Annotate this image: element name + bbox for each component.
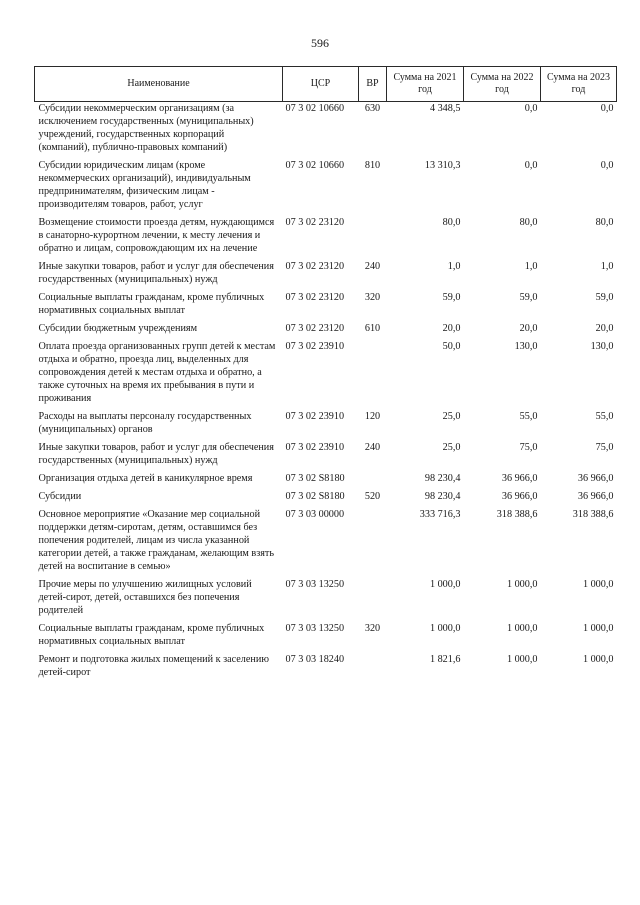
page-number: 596 [311,36,329,50]
row-sum-2023: 20,0 [595,323,614,334]
row-sum-2023: 0,0 [600,160,614,171]
row-name: Субсидии бюджетным учреждениям [38,323,198,334]
row-sum-2021: 25,0 [442,442,461,453]
row-vr: 610 [364,323,381,334]
row-csr: 07 3 03 18240 [285,654,345,665]
header-sum-2022: Сумма на 2022 год [464,67,541,102]
table-row [35,490,617,508]
row-name: Организация отдыха детей в каникулярное время [38,473,253,484]
row-sum-2023: 318 388,6 [572,509,614,520]
table-row [35,159,617,216]
row-vr [359,216,387,260]
table-row [35,653,617,684]
row-name: Социальные выплаты гражданам, кроме публичных нормативных социальных выплат [38,623,265,647]
row-sum-2023: 55,0 [595,411,614,422]
row-csr: 07 3 02 23120 [285,292,345,303]
row-vr: 520 [364,491,381,502]
row-csr: 07 3 02 23120 [285,261,345,272]
row-sum-2022: 130,0 [514,341,538,352]
header-row [35,67,617,102]
row-name: Субсидии юридическим лицам (кроме некоммерческих организаций), индивидуальным предпринимателям, физическим лицам - производителям товаров, работ, услуг [38,160,251,210]
table-row [35,322,617,340]
row-csr: 07 3 02 10660 [285,160,345,171]
row-sum-2021: 59,0 [442,292,461,303]
row-sum-2023: 36 966,0 [577,491,614,502]
row-sum-2023: 59,0 [595,292,614,303]
table-row [35,260,617,291]
row-sum-2022: 55,0 [519,411,538,422]
row-csr: 07 3 02 23910 [285,411,345,422]
row-sum-2023: 80,0 [595,217,614,228]
row-sum-2022: 80,0 [519,217,538,228]
row-sum-2021: 20,0 [442,323,461,334]
row-name: Прочие меры по улучшению жилищных условий детей-сирот, детей, оставшихся без попечения родителей [38,579,252,616]
row-sum-2022: 36 966,0 [501,473,538,484]
row-sum-2022: 1 000,0 [506,654,538,665]
row-sum-2021: 4 348,5 [429,103,461,114]
row-name: Ремонт и подготовка жилых помещений к заселению детей-сирот [38,654,269,678]
table-body [35,102,617,685]
row-vr: 240 [364,261,381,272]
row-vr: 320 [364,292,381,303]
row-sum-2021: 98 230,4 [424,491,461,502]
table-row [35,622,617,653]
row-csr: 07 3 03 13250 [285,579,345,590]
row-sum-2021: 25,0 [442,411,461,422]
table-row [35,216,617,260]
row-vr [359,508,387,578]
row-sum-2022: 0,0 [524,103,538,114]
row-sum-2022: 1 000,0 [506,579,538,590]
row-sum-2023: 130,0 [590,341,614,352]
header-name: Наименование [35,67,283,102]
row-sum-2023: 36 966,0 [577,473,614,484]
row-name: Основное мероприятие «Оказание мер социальной поддержки детям-сиротам, детям, оставшимся без попечения родителей, лицам из числа указанной категории детей, а также гражданам, желающим взять детей на воспитание в семью» [38,509,275,572]
row-sum-2021: 50,0 [442,341,461,352]
table-row [35,410,617,441]
row-vr [359,472,387,490]
row-csr: 07 3 02 23910 [285,341,345,352]
row-vr: 240 [364,442,381,453]
table-row [35,102,617,160]
row-sum-2023: 1,0 [600,261,614,272]
row-sum-2023: 75,0 [595,442,614,453]
row-sum-2021: 80,0 [442,217,461,228]
row-vr: 810 [364,160,381,171]
header-sum-2021: Сумма на 2021 год [387,67,464,102]
row-sum-2021: 1 000,0 [429,579,461,590]
row-csr: 07 3 03 00000 [285,509,345,520]
row-vr: 320 [364,623,381,634]
row-sum-2021: 98 230,4 [424,473,461,484]
header-vr: ВР [359,67,387,102]
row-name: Оплата проезда организованных групп детей к местам отдыха и обратно, проезда лиц, выделенных для сопровождения детей к местам отдыха и обратно, а также суточных на время их пребывания в пути и проживания [38,341,276,404]
table-row [35,472,617,490]
row-sum-2021: 1 000,0 [429,623,461,634]
row-sum-2021: 1,0 [447,261,461,272]
row-vr [359,653,387,684]
row-sum-2022: 36 966,0 [501,491,538,502]
row-name: Возмещение стоимости проезда детям, нуждающимся в санаторно-курортном лечении, к месту лечения и обратно и лицам, сопровождающим их на лечение [38,217,275,254]
row-name: Субсидии [38,491,82,502]
row-csr: 07 3 02 23910 [285,442,345,453]
row-sum-2022: 318 388,6 [496,509,538,520]
row-sum-2023: 1 000,0 [582,579,614,590]
row-name: Расходы на выплаты персоналу государственных (муниципальных) органов [38,411,252,435]
row-csr: 07 3 02 23120 [285,217,345,228]
row-name: Социальные выплаты гражданам, кроме публичных нормативных социальных выплат [38,292,265,316]
table-row [35,340,617,410]
row-vr: 630 [364,103,381,114]
row-sum-2022: 75,0 [519,442,538,453]
row-sum-2021: 13 310,3 [424,160,461,171]
row-vr: 120 [364,411,381,422]
row-csr: 07 3 03 13250 [285,623,345,634]
header-sum-2023: Сумма на 2023 год [541,67,617,102]
table-row [35,508,617,578]
table-row [35,578,617,622]
row-csr: 07 3 02 23120 [285,323,345,334]
row-sum-2022: 0,0 [524,160,538,171]
row-vr [359,340,387,410]
row-csr: 07 3 02 S8180 [285,491,345,502]
row-sum-2022: 20,0 [519,323,538,334]
row-sum-2021: 333 716,3 [419,509,461,520]
budget-table [34,66,617,684]
row-sum-2022: 1,0 [524,261,538,272]
row-name: Субсидии некоммерческим организациям (за исключением государственных (муниципальных) учреждений, государственных корпораций (компаний), публично-правовых компаний) [38,103,254,153]
table-header [35,67,617,102]
table-row [35,441,617,472]
row-sum-2023: 1 000,0 [582,654,614,665]
row-name: Иные закупки товаров, работ и услуг для обеспечения государственных (муниципальных) нужд [38,261,274,285]
table-row [35,291,617,322]
row-sum-2021: 1 821,6 [429,654,461,665]
row-sum-2023: 0,0 [600,103,614,114]
row-sum-2023: 1 000,0 [582,623,614,634]
header-csr: ЦСР [283,67,359,102]
row-sum-2022: 59,0 [519,292,538,303]
row-name: Иные закупки товаров, работ и услуг для обеспечения государственных (муниципальных) нужд [38,442,274,466]
row-csr: 07 3 02 S8180 [285,473,345,484]
row-csr: 07 3 02 10660 [285,103,345,114]
row-sum-2022: 1 000,0 [506,623,538,634]
row-vr [359,578,387,622]
